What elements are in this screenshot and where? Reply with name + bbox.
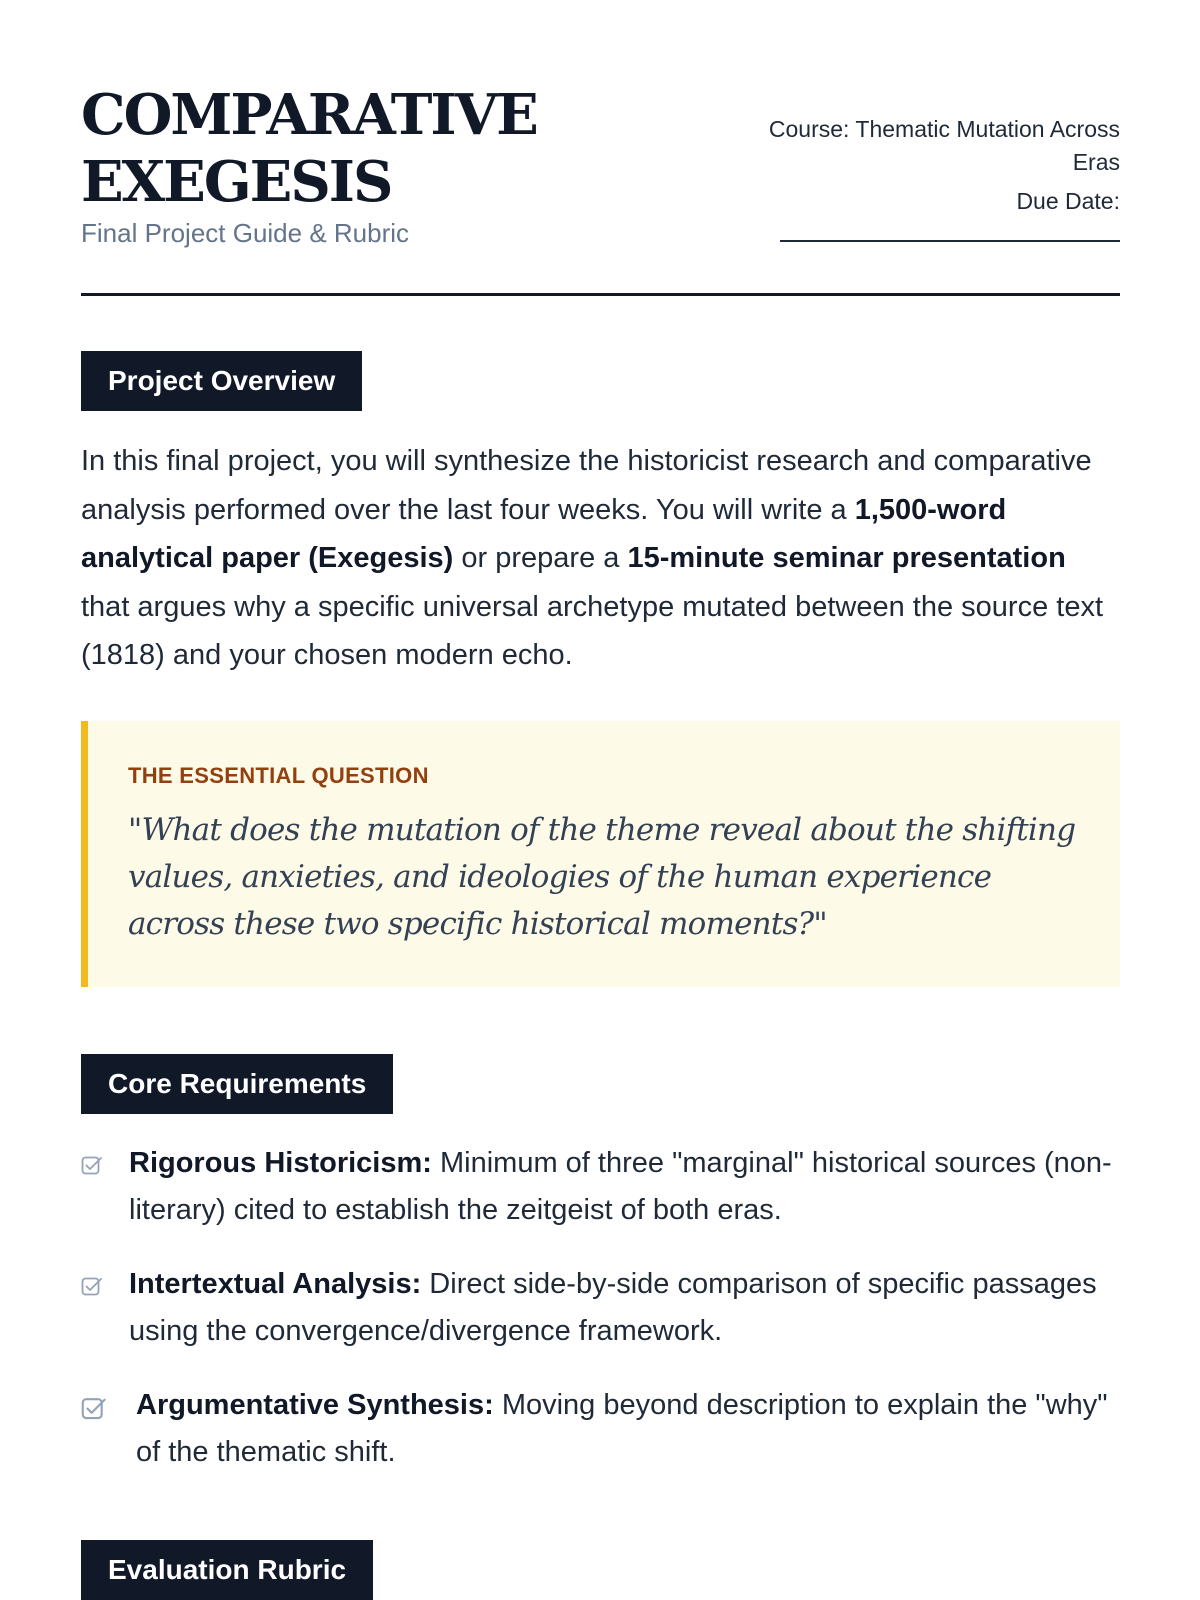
course-meta [700,113,1120,251]
section-heading-rubric: Evaluation Rubric [81,1540,373,1600]
requirement-item [81,1261,1120,1355]
title-line-2: EXEGESIS [81,149,392,215]
essential-question-quote: "What does the mutation of the theme reveal about the shifting values, anxieties, and ideologies of the human experience across these two specific historical moments?" [128,812,1076,942]
overview-text-2: or prepare a [453,542,628,574]
overview-paragraph [81,437,1120,680]
overview-text-1: In this final project, you will synthesize the historicist research and comparative analysis performed over the last four weeks. You will write a [81,445,1092,526]
title-line-1: COMPARATIVE [81,82,537,148]
requirement-title: Rigorous Historicism: [129,1147,432,1179]
checkbox-check-icon [81,1275,103,1297]
requirement-text: Moving beyond description to explain the "why" of the thematic shift. [136,1389,1108,1468]
checkbox-check-icon [81,1154,103,1176]
section-heading-requirements: Core Requirements [81,1054,393,1114]
document-subtitle: Final Project Guide & Rubric [81,218,410,248]
document-title [81,82,641,216]
requirement-title: Intertextual Analysis: [129,1268,422,1300]
course-line-1: Course: Thematic Mutation Across [768,116,1120,142]
checkbox-check-icon [81,1395,107,1421]
requirements-list [81,1140,1120,1503]
document-header [81,0,1120,300]
overview-bold-1: 1,500-word analytical paper (Exegesis) [81,493,1007,574]
course-line-2: Eras [1072,149,1120,175]
document-page [81,0,1120,1585]
header-divider [81,293,1120,296]
requirement-item [81,1140,1120,1234]
overview-text-3: that argues why a specific universal archetype mutated between the source text (1818) and your chosen modern echo. [81,590,1104,671]
section-heading-overview: Project Overview [81,351,362,411]
essential-question-label: THE ESSENTIAL QUESTION [128,763,429,788]
due-date-label: Due Date: [1016,188,1120,214]
requirement-title: Argumentative Synthesis: [136,1389,494,1421]
requirement-item [81,1382,1120,1476]
essential-question-callout [81,721,1120,987]
due-date-blank[interactable] [780,226,1120,242]
overview-bold-2: 15-minute seminar presentation [627,542,1066,574]
requirement-text: Minimum of three "marginal" historical sources (non-literary) cited to establish the zeitgeist of both eras. [129,1147,1112,1226]
requirement-text: Direct side-by-side comparison of specific passages using the convergence/divergence framework. [129,1268,1097,1347]
